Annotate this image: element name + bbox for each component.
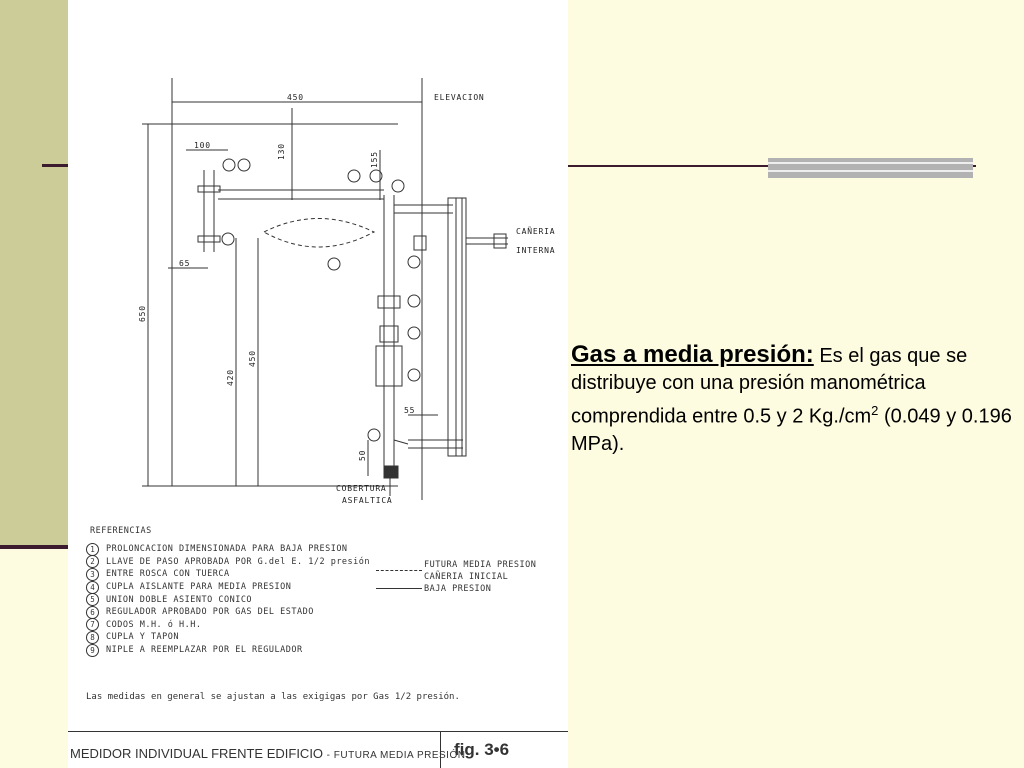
definition-text: Es el gas que se distribuye con una presión manométrica comprendida entre 0.5 y 2 Kg./cm xyxy=(571,345,968,428)
legend-dashed-line xyxy=(376,570,422,571)
accent-rule-left xyxy=(42,164,70,167)
reference-text: CUPLA Y TAPON xyxy=(106,632,180,643)
view-label: ELEVACION xyxy=(434,93,485,102)
reference-number: 2 xyxy=(86,555,99,568)
dimension-450-top: 450 xyxy=(287,93,304,102)
figure-number: fig. 3•6 xyxy=(454,740,510,759)
dimension-650: 650 xyxy=(138,305,147,322)
reference-text: REGULADOR APROBADO POR GAS DEL ESTADO xyxy=(106,607,314,618)
reference-number: 8 xyxy=(86,631,99,644)
figure-note: Las medidas en general se ajustan a las exigigas por Gas 1/2 presión. xyxy=(86,692,460,702)
reference-number: 5 xyxy=(86,593,99,606)
definition-term: Gas a media presión: xyxy=(571,341,814,368)
gas-meter-elevation-drawing xyxy=(68,0,568,520)
reference-item xyxy=(86,631,556,644)
reference-text: PROLONCACION DIMENSIONADA PARA BAJA PRESION xyxy=(106,544,348,555)
reference-number: 3 xyxy=(86,568,99,581)
reference-item xyxy=(86,606,556,619)
reference-text: UNION DOBLE ASIENTO CONICO xyxy=(106,594,253,605)
technical-drawing-figure xyxy=(68,0,568,768)
reference-text: CODOS M.H. ó H.H. xyxy=(106,619,202,630)
dimension-55: 55 xyxy=(404,406,416,415)
accent-rule-bottom xyxy=(0,545,70,549)
unit-superscript: 2 xyxy=(871,403,879,418)
reference-item xyxy=(86,644,556,657)
decorative-grey-bar xyxy=(768,158,973,178)
title-block-rule xyxy=(68,731,568,732)
reference-item xyxy=(86,543,556,556)
left-decorative-band xyxy=(0,0,68,548)
dimension-65: 65 xyxy=(179,259,191,268)
caption-main: MEDIDOR INDIVIDUAL FRENTE EDIFICIO xyxy=(70,746,324,761)
reference-number: 4 xyxy=(86,581,99,594)
dimension-450-vertical: 450 xyxy=(248,350,257,367)
reference-text: ENTRE ROSCA CON TUERCA xyxy=(106,569,230,580)
dimension-100: 100 xyxy=(194,141,211,150)
caption-sub: - FUTURA MEDIA PRESIÓN xyxy=(326,750,466,761)
figure-caption xyxy=(70,746,465,761)
line-legend xyxy=(424,559,536,595)
slide-body-text xyxy=(571,341,1021,458)
definition-text-tail: (0.049 y 0.196 MPa). xyxy=(571,405,1012,455)
legend-future-media-presion: FUTURA MEDIA PRESION xyxy=(424,560,537,570)
reference-text: LLAVE DE PASO APROBADA POR G.del E. 1/2 presión xyxy=(106,556,371,567)
legend-solid-line xyxy=(376,588,422,589)
callout-caneria: CAÑERIA xyxy=(516,227,556,236)
reference-item xyxy=(86,593,556,606)
base-label-asfaltica: ASFALTICA xyxy=(342,496,393,505)
dimension-130: 130 xyxy=(277,143,286,160)
dimension-155: 155 xyxy=(370,151,379,168)
reference-item xyxy=(86,619,556,632)
legend-caneria-inicial: CAÑERIA INICIAL xyxy=(424,572,509,582)
dimension-50: 50 xyxy=(358,449,367,461)
base-label-cobertura: COBERTURA xyxy=(336,484,387,493)
references-title: REFERENCIAS xyxy=(90,526,152,536)
dimension-420: 420 xyxy=(226,369,235,386)
reference-text: CUPLA AISLANTE PARA MEDIA PRESION xyxy=(106,582,292,593)
callout-interna: INTERNA xyxy=(516,246,556,255)
title-block-divider xyxy=(440,732,441,768)
reference-number: 7 xyxy=(86,618,99,631)
references-list xyxy=(86,526,556,656)
reference-number: 9 xyxy=(86,644,99,657)
reference-number: 1 xyxy=(86,543,99,556)
reference-text: NIPLE A REEMPLAZAR POR EL REGULADOR xyxy=(106,645,303,656)
legend-baja-presion: BAJA PRESION xyxy=(424,584,492,594)
reference-number: 6 xyxy=(86,606,99,619)
